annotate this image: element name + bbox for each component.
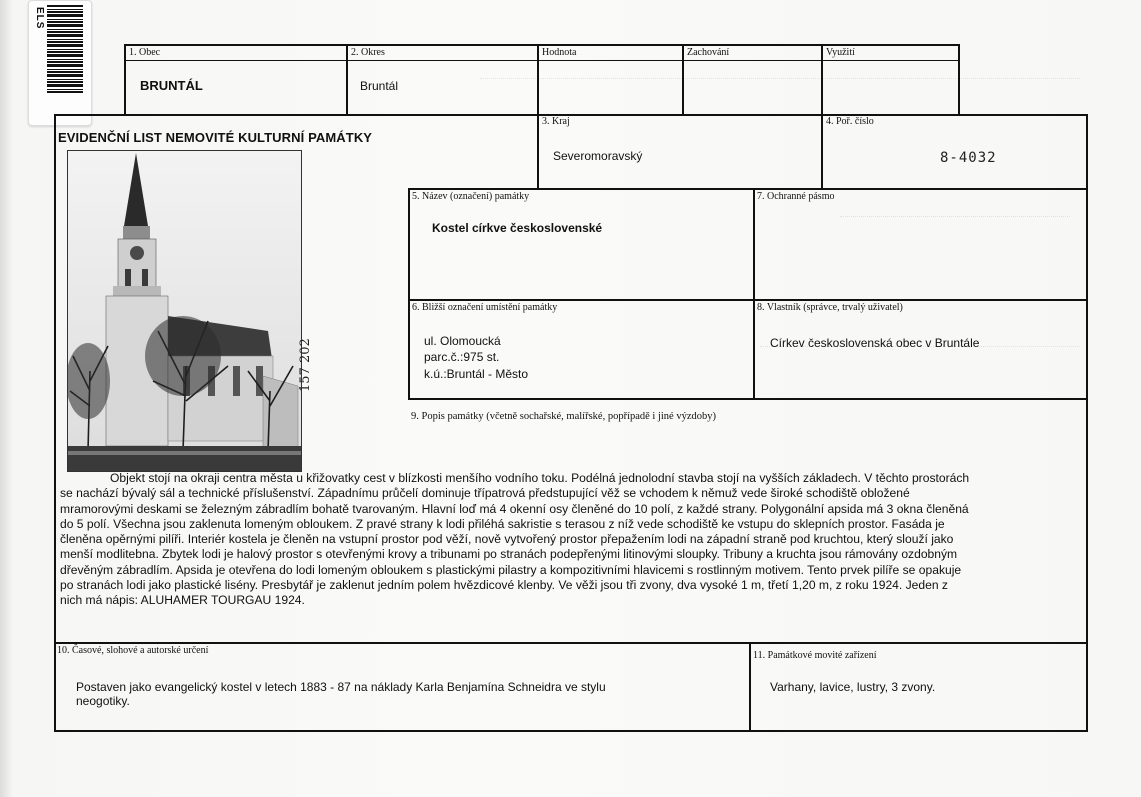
label-umisteni: 6. Bližší označení umístění památky xyxy=(412,302,558,313)
label-hodnota: Hodnota xyxy=(542,47,577,58)
field-zachovani xyxy=(682,44,823,116)
label-vlastnik: 8. Vlastník (správce, trvalý uživatel) xyxy=(757,302,903,313)
value-casove-line1: Postaven jako evangelický kostel v letech 1883 - 87 na náklady Karla Benjamína Schneidra ve stylu xyxy=(76,680,606,694)
row-rule xyxy=(54,642,1088,644)
label-okres: 2. Okres xyxy=(351,47,385,58)
description-line: mramorovými deskami se železným zábradlím bohatě tvarovaným. Hlavní loď má 4 okenní osy členěné do 10 polí, z každé strany. Polygonální apsida má 3 okna členěná xyxy=(60,501,969,516)
value-por-cislo: 8-4032 xyxy=(940,150,997,166)
field-hodnota xyxy=(537,44,684,116)
description-line: Objekt stojí na okraji centra města u křižovatky cest v blízkosti menšího vodního toku. Podélná jednolodní stavba stojí na vyšších základech. V těchto prostorách xyxy=(110,471,970,485)
description-line: dřevěným zábradlím. Apsida je otevřena do lodi lomeným obloukem s plastickými pilastry a kompozitivními hlavicemi s rostlinným motivem. Tento prvek pilíře se opakuje xyxy=(60,562,962,577)
value-umisteni-cadastre: k.ú.:Bruntál - Město xyxy=(424,367,529,381)
header-rule xyxy=(124,60,960,61)
label-por-cislo: 4. Poř. číslo xyxy=(826,116,874,127)
column-rule xyxy=(753,188,755,400)
value-nazev: Kostel církve československé xyxy=(432,221,603,235)
sticker-label: ELS xyxy=(34,7,45,30)
label-zachovani: Zachování xyxy=(687,47,730,58)
scan-edge xyxy=(0,0,12,797)
field-okres xyxy=(346,44,539,116)
field-vyuziti xyxy=(821,44,960,116)
church-photo xyxy=(67,150,302,472)
row-rule xyxy=(408,188,1088,190)
photo-handwritten-number: 157 202 xyxy=(298,338,313,392)
barcode-sticker xyxy=(28,0,92,126)
value-umisteni-street: ul. Olomoucká xyxy=(424,334,501,348)
value-obec: BRUNTÁL xyxy=(140,78,203,93)
label-ochranne-pasmo: 7. Ochranné pásmo xyxy=(757,191,835,202)
page-title: EVIDENČNÍ LIST NEMOVITÉ KULTURNÍ PAMÁTKY xyxy=(58,130,373,145)
value-okres: Bruntál xyxy=(360,79,399,93)
description-line: do 5 polí. Všechna jsou zaklenuta lomeným obloukem. Z pravé strany k lodi přiléhá sakristie s terasou z níž vede schodiště ke vstupu do sklepních prostor. Fasáda je xyxy=(60,516,945,531)
value-casove-line2: neogotiky. xyxy=(76,694,130,708)
description-line: členěna opěrnými pilíři. Interiér kostela je členěn na vstupní prostor pod věží, nově vytvořený prostor přepažením lodi na západní straně pod kruchtou, který slouží jako xyxy=(60,532,954,547)
church-illustration xyxy=(68,151,302,472)
value-movite: Varhany, lavice, lustry, 3 zvony. xyxy=(770,680,936,694)
row-rule xyxy=(408,299,1088,301)
description-line: se nachází bývalý sál a technické příslušenství. Západnímu průčelí dominuje třípatrová předstupující věž se vchodem k němuž vede široké schodiště obložené xyxy=(60,486,910,501)
column-rule xyxy=(408,188,410,400)
description-line: po stranách lodi jako plastické lisény. Presbytář je zaklenut jedním polem hvězdicové klenby. Ve věži jsou tři zvony, dva vysoké 1 m, třetí 1,20 m, z roku 1924. Jeden z xyxy=(60,578,948,593)
description-line: menší modlitebna. Zbytek lodi je halový prostor s otevřenými krovy a tribunami po stranách podepřenými litinovými sloupky. Tribuny a kruchta jsou rámovány ozdobným xyxy=(60,547,958,562)
label-casove: 10. Časové, slohové a autorské určení xyxy=(57,645,209,656)
barcode-icon xyxy=(47,5,83,93)
field-kraj xyxy=(537,114,823,190)
label-kraj: 3. Kraj xyxy=(542,116,570,127)
label-movite: 11. Památkové movité zařízení xyxy=(753,650,877,661)
label-vyuziti: Využití xyxy=(826,47,855,58)
description-text xyxy=(60,471,1082,609)
value-kraj: Severomoravský xyxy=(553,149,643,163)
row-rule xyxy=(408,398,1088,400)
field-obec xyxy=(124,44,348,116)
label-nazev: 5. Název (označení) památky xyxy=(412,191,530,202)
label-obec: 1. Obec xyxy=(129,47,161,58)
column-rule xyxy=(749,642,751,732)
label-popis: 9. Popis památky (včetně sochařské, malířské, popřípadě i jiné výzdoby) xyxy=(411,411,717,422)
description-line: nich má nápis: ALUHAMER TOURGAU 1924. xyxy=(60,593,305,608)
value-vlastnik: Církev československá obec v Bruntále xyxy=(770,336,980,350)
value-umisteni-parcel: parc.č.:975 st. xyxy=(424,350,500,364)
